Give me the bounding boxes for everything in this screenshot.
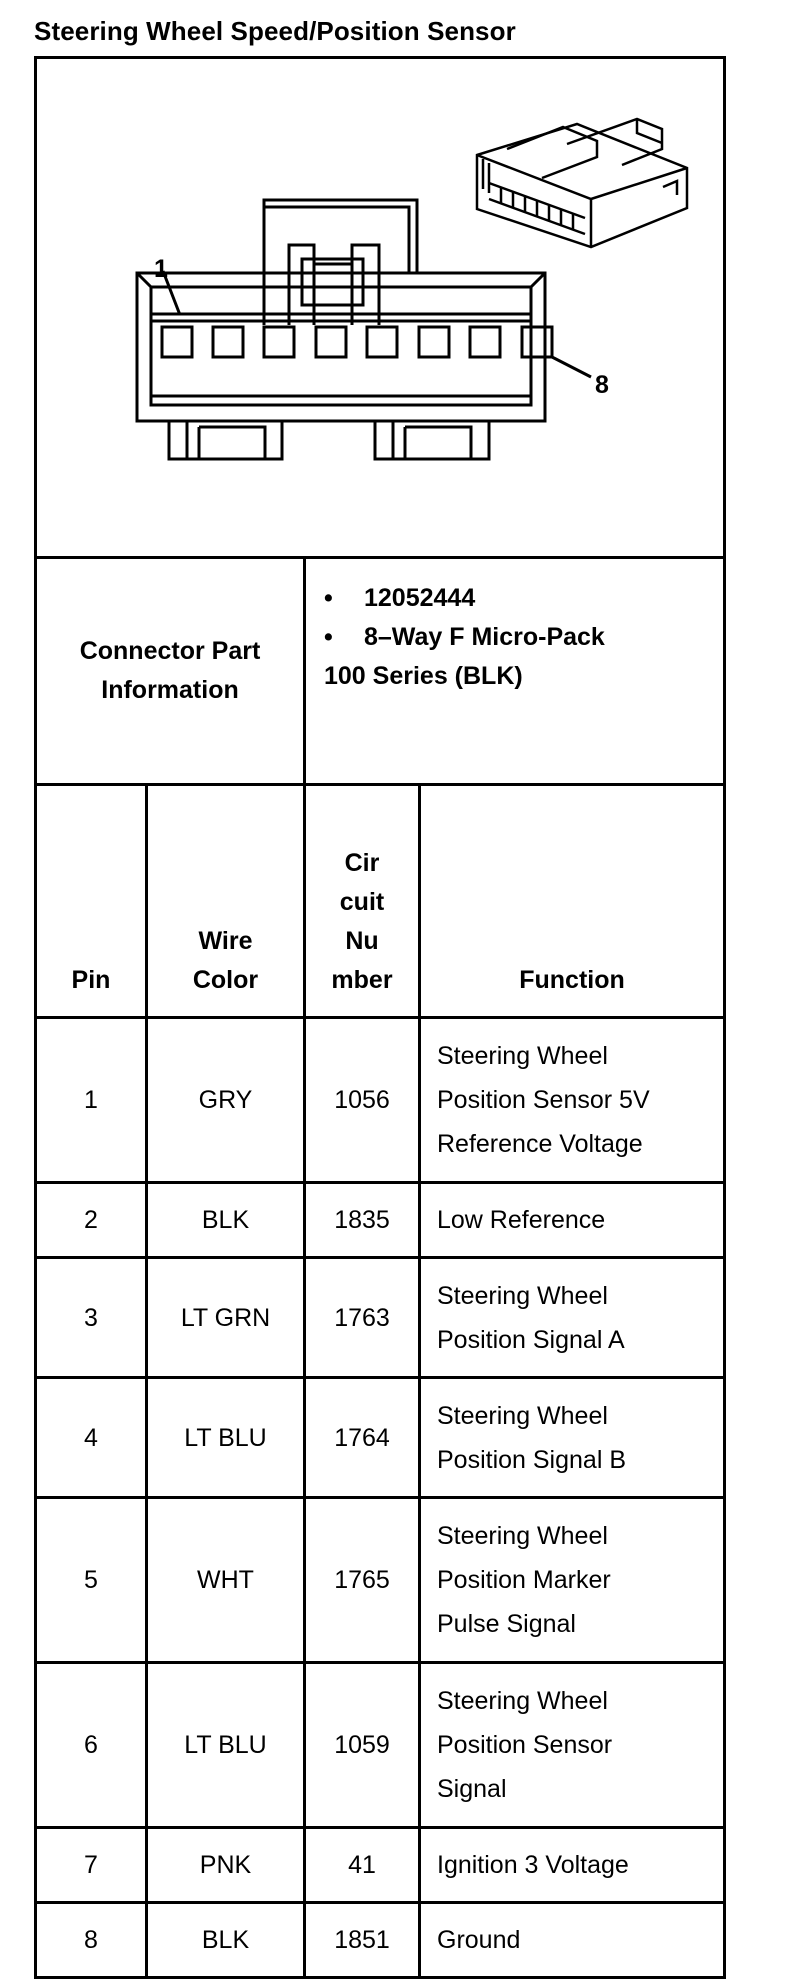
connector-part-info-list bbox=[324, 579, 723, 657]
circuit-number-cell: 1765 bbox=[305, 1498, 420, 1663]
function-line: Steering Wheel bbox=[437, 1401, 608, 1430]
pin-8-label: 8 bbox=[595, 371, 609, 399]
part-number: • 12052444 bbox=[324, 579, 723, 618]
wire-color-cell: WHT bbox=[147, 1498, 305, 1663]
function-line: Ground bbox=[437, 1926, 521, 1954]
connector-part-info-value bbox=[305, 558, 725, 785]
connector-latch bbox=[264, 200, 417, 325]
pin-cavity-8 bbox=[522, 327, 552, 357]
circuit-number-cell: 1763 bbox=[305, 1258, 420, 1378]
function-cell bbox=[420, 1903, 725, 1978]
function-cell bbox=[420, 1828, 725, 1903]
header-function: Function bbox=[420, 785, 725, 1018]
circuit-number-cell: 41 bbox=[305, 1828, 420, 1903]
function-line: Position Sensor bbox=[437, 1731, 613, 1759]
pin-cell: 3 bbox=[36, 1258, 147, 1378]
wire-color-cell: GRY bbox=[147, 1018, 305, 1183]
circuit-number-cell: 1851 bbox=[305, 1903, 420, 1978]
page-title: Steering Wheel Speed/Position Sensor bbox=[34, 16, 516, 46]
function-cell bbox=[420, 1498, 725, 1663]
table-row bbox=[36, 1183, 725, 1258]
connector-diagram-cell bbox=[36, 58, 725, 558]
wire-color-cell: LT BLU bbox=[147, 1378, 305, 1498]
pin-cell: 8 bbox=[36, 1903, 147, 1978]
function-line: Reference Voltage bbox=[437, 1130, 643, 1158]
pin-cell: 5 bbox=[36, 1498, 147, 1663]
header-pin: Pin bbox=[36, 785, 147, 1018]
table-header-row bbox=[36, 785, 725, 1018]
connector-perspective-view bbox=[477, 119, 687, 247]
table-row bbox=[36, 1498, 725, 1663]
connector-end-view-table bbox=[34, 56, 726, 1979]
connector-end-view-diagram bbox=[37, 59, 720, 550]
pin-8-leader-line bbox=[552, 357, 591, 377]
function-line: Steering Wheel bbox=[437, 1042, 608, 1070]
circuit-number-cell: 1764 bbox=[305, 1378, 420, 1498]
wire-color-cell: BLK bbox=[147, 1183, 305, 1258]
connector-bottom-clips bbox=[169, 421, 489, 459]
connector-part-info-label: Connector Part Information bbox=[36, 558, 305, 785]
function-cell bbox=[420, 1663, 725, 1828]
circuit-number-cell: 1056 bbox=[305, 1018, 420, 1183]
function-line: Position Marker bbox=[437, 1566, 611, 1594]
pin-cavity-7 bbox=[470, 327, 500, 357]
wire-color-cell: LT GRN bbox=[147, 1258, 305, 1378]
pin-cavities bbox=[162, 327, 552, 357]
wire-color-cell: PNK bbox=[147, 1828, 305, 1903]
connector-series: 100 Series (BLK) bbox=[324, 662, 523, 690]
pin-cavity-5 bbox=[367, 327, 397, 357]
function-cell bbox=[420, 1258, 725, 1378]
table-row bbox=[36, 1018, 725, 1183]
pin-1-label: 1 bbox=[154, 255, 168, 283]
function-line: Signal bbox=[437, 1775, 507, 1803]
function-line: Steering Wheel bbox=[437, 1522, 608, 1550]
wire-color-cell: BLK bbox=[147, 1903, 305, 1978]
function-line: Pulse Signal bbox=[437, 1610, 576, 1638]
function-cell bbox=[420, 1018, 725, 1183]
header-wire-color: Wire Color bbox=[147, 785, 305, 1018]
pin-cell: 2 bbox=[36, 1183, 147, 1258]
pin-cavity-3 bbox=[264, 327, 294, 357]
table-row bbox=[36, 1258, 725, 1378]
function-cell bbox=[420, 1378, 725, 1498]
pin-cell: 7 bbox=[36, 1828, 147, 1903]
connector-part-info-row bbox=[36, 558, 725, 785]
function-line: Steering Wheel bbox=[437, 1281, 608, 1310]
circuit-number-cell: 1059 bbox=[305, 1663, 420, 1828]
function-line: Position Signal B bbox=[437, 1445, 627, 1474]
pin-cell: 6 bbox=[36, 1663, 147, 1828]
pin-cell: 1 bbox=[36, 1018, 147, 1183]
function-line: Position Signal A bbox=[437, 1325, 625, 1354]
pin-cell: 4 bbox=[36, 1378, 147, 1498]
circuit-number-cell: 1835 bbox=[305, 1183, 420, 1258]
table-row bbox=[36, 1663, 725, 1828]
wire-color-cell: LT BLU bbox=[147, 1663, 305, 1828]
table-row bbox=[36, 1828, 725, 1903]
function-line: Low Reference bbox=[437, 1206, 606, 1234]
table-row bbox=[36, 1378, 725, 1498]
connector-housing bbox=[137, 273, 545, 421]
function-line: Steering Wheel bbox=[437, 1687, 608, 1715]
pin-cavity-4 bbox=[316, 327, 346, 357]
function-line: Ignition 3 Voltage bbox=[437, 1851, 629, 1879]
pin-cavity-6 bbox=[419, 327, 449, 357]
header-circuit-number: Cir cuit Nu mber bbox=[305, 785, 420, 1018]
pin-cavity-1 bbox=[162, 327, 192, 357]
function-line: Position Sensor 5V bbox=[437, 1086, 650, 1114]
pin-cavity-2 bbox=[213, 327, 243, 357]
connector-type: • 8–Way F Micro-Pack bbox=[324, 618, 723, 657]
table-row bbox=[36, 1903, 725, 1978]
function-cell bbox=[420, 1183, 725, 1258]
